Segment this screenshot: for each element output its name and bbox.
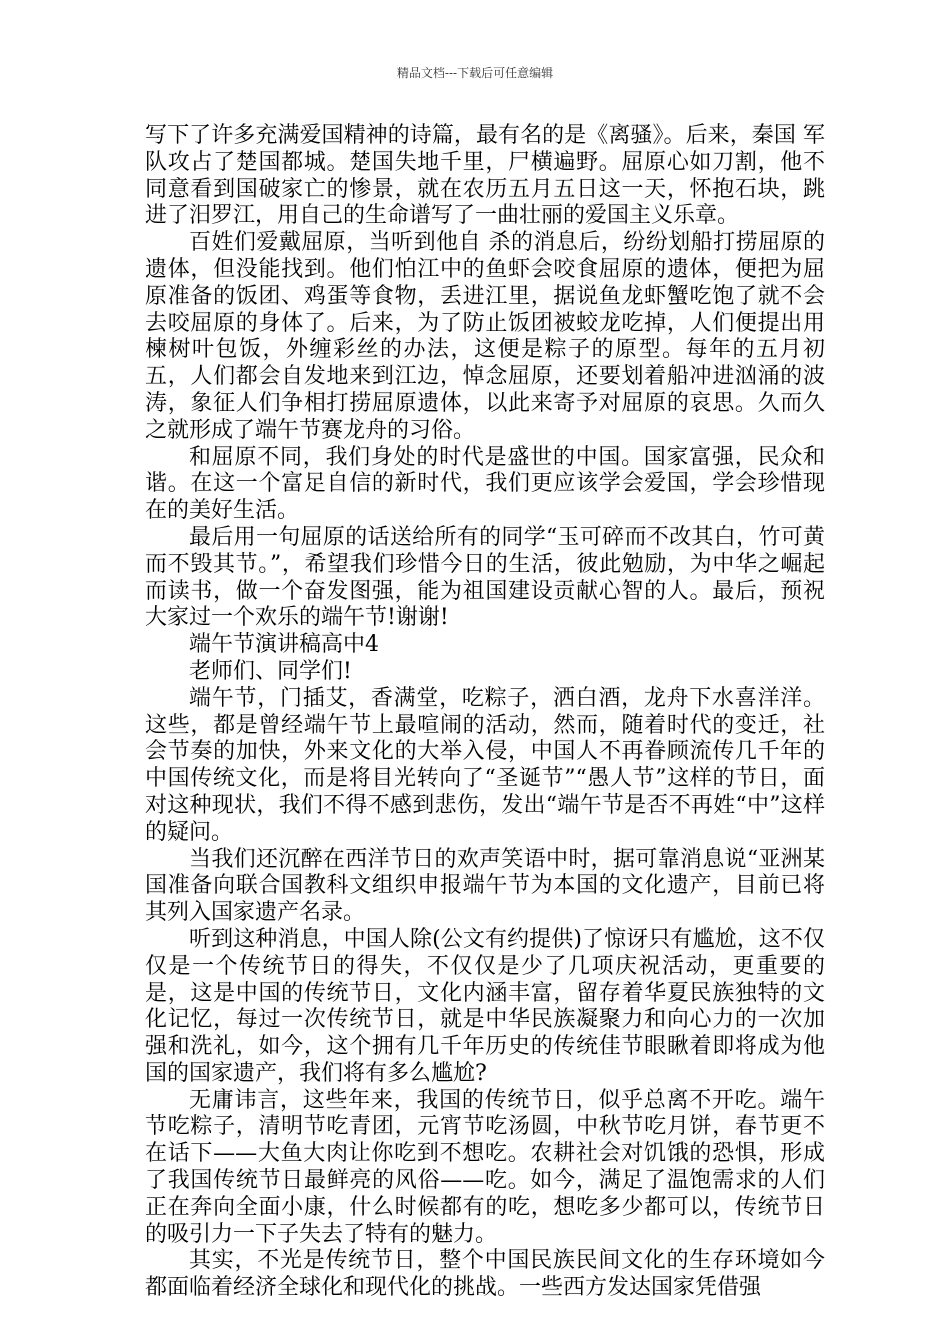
paragraph: 百姓们爱戴屈原，当听到他自 杀的消息后，纷纷划船打捞屈原的遗体，但没能找到。他们怕江中的鱼虾会咬食屈原的遗体，便把为屈原准备的饭团、鸡蛋等食物，丢进江里，据说鱼龙虾蟹吃饱了就不会去咬屈原的身体了。后来，为了防止饭团被蛟龙吃掉，人们便提出用楝树叶包饭，外缠彩丝的办法，这便是粽子的原型。每年的五月初五，人们都会自发地来到江边，悼念屈原，还要划着船冲进汹涌的波涛，象征人们争相打捞屈原遗体，以此来寄予对屈原的哀思。久而久之就形成了端午节赛龙舟的习俗。 (145, 230, 825, 443)
paragraph: 写下了许多充满爱国精神的诗篇，最有名的是《离骚》。后来，秦国 军队攻占了楚国都城。楚国失地千里，尸横遍野。屈原心如刀割，他不同意看到国破家亡的惨景，就在农历五月五日这一天，怀抱石块，跳进了汨罗江，用自己的生命谱写了一曲壮丽的爱国主义乐章。 (145, 123, 825, 229)
salutation: 老师们、同学们! (189, 658, 352, 684)
paragraph: 当我们还沉醉在西洋节日的欢声笑语中时，据可靠消息说“亚洲某国准备向联合国教科文组织申报端午节为本国的文化遗产，目前已将其列入国家遗产名录。 (145, 846, 825, 926)
paragraph: 其实，不光是传统节日，整个中国民族民间文化的生存环境如今都面临着经济全球化和现代化的挑战。一些西方发达国家凭借强 (145, 1248, 825, 1301)
page-header: 精品文档---下载后可任意编辑 (396, 66, 554, 80)
section-heading: 端午节演讲稿高中4 (189, 632, 379, 658)
paragraph: 和屈原不同，我们身处的时代是盛世的中国。国家富强，民众和谐。在这一个富足自信的新时代，我们更应该学会爱国，学会珍惜现在的美好生活。 (145, 444, 825, 524)
paragraph: 最后用一句屈原的话送给所有的同学“玉可碎而不改其白，竹可黄而不毁其节。”，希望我们珍惜今日的生活，彼此勉励，为中华之崛起而读书，做一个奋发图强，能为祖国建设贡献心智的人。最后，预祝大家过一个欢乐的端午节!谢谢! (145, 524, 825, 631)
paragraph: 无庸讳言，这些年来，我国的传统节日，似乎总离不开吃。端午节吃粽子，清明节吃青团，元宵节吃汤圆，中秋节吃月饼，春节更不在话下——大鱼大肉让你吃到不想吃。农耕社会对饥饿的恐惧，形成了我国传统节日最鲜亮的风俗——吃。如今，满足了温饱需求的人们正在奔向全面小康，什么时候都有的吃，想吃多少都可以，传统节日的吸引力一下子失去了特有的魅力。 (145, 1087, 825, 1247)
document-body (145, 123, 825, 1302)
paragraph: 端午节，门插艾，香满堂，吃粽子，洒白酒，龙舟下水喜洋洋。这些，都是曾经端午节上最喧闹的活动，然而，随着时代的变迁，社会节奏的加快，外来文化的大举入侵，中国人不再眷顾流传几千年的中国传统文化，而是将目光转向了“圣诞节”“愚人节”这样的节日，面对这种现状，我们不得不感到悲伤，发出“端午节是否不再姓“中”这样的疑问。 (145, 685, 825, 845)
paragraph: 听到这种消息，中国人除(公文有约提供)了惊讶只有尴尬，这不仅仅是一个传统节日的得失，不仅仅是少了几项庆祝活动，更重要的是，这是中国的传统节日，文化内涵丰富，留存着华夏民族独特的文化记忆，每过一次传统节日，就是中华民族凝聚力和向心力的一次加强和洗礼，如今，这个拥有几千年历史的传统佳节眼瞅着即将成为他国的国家遗产，我们将有多么尴尬? (145, 926, 825, 1086)
